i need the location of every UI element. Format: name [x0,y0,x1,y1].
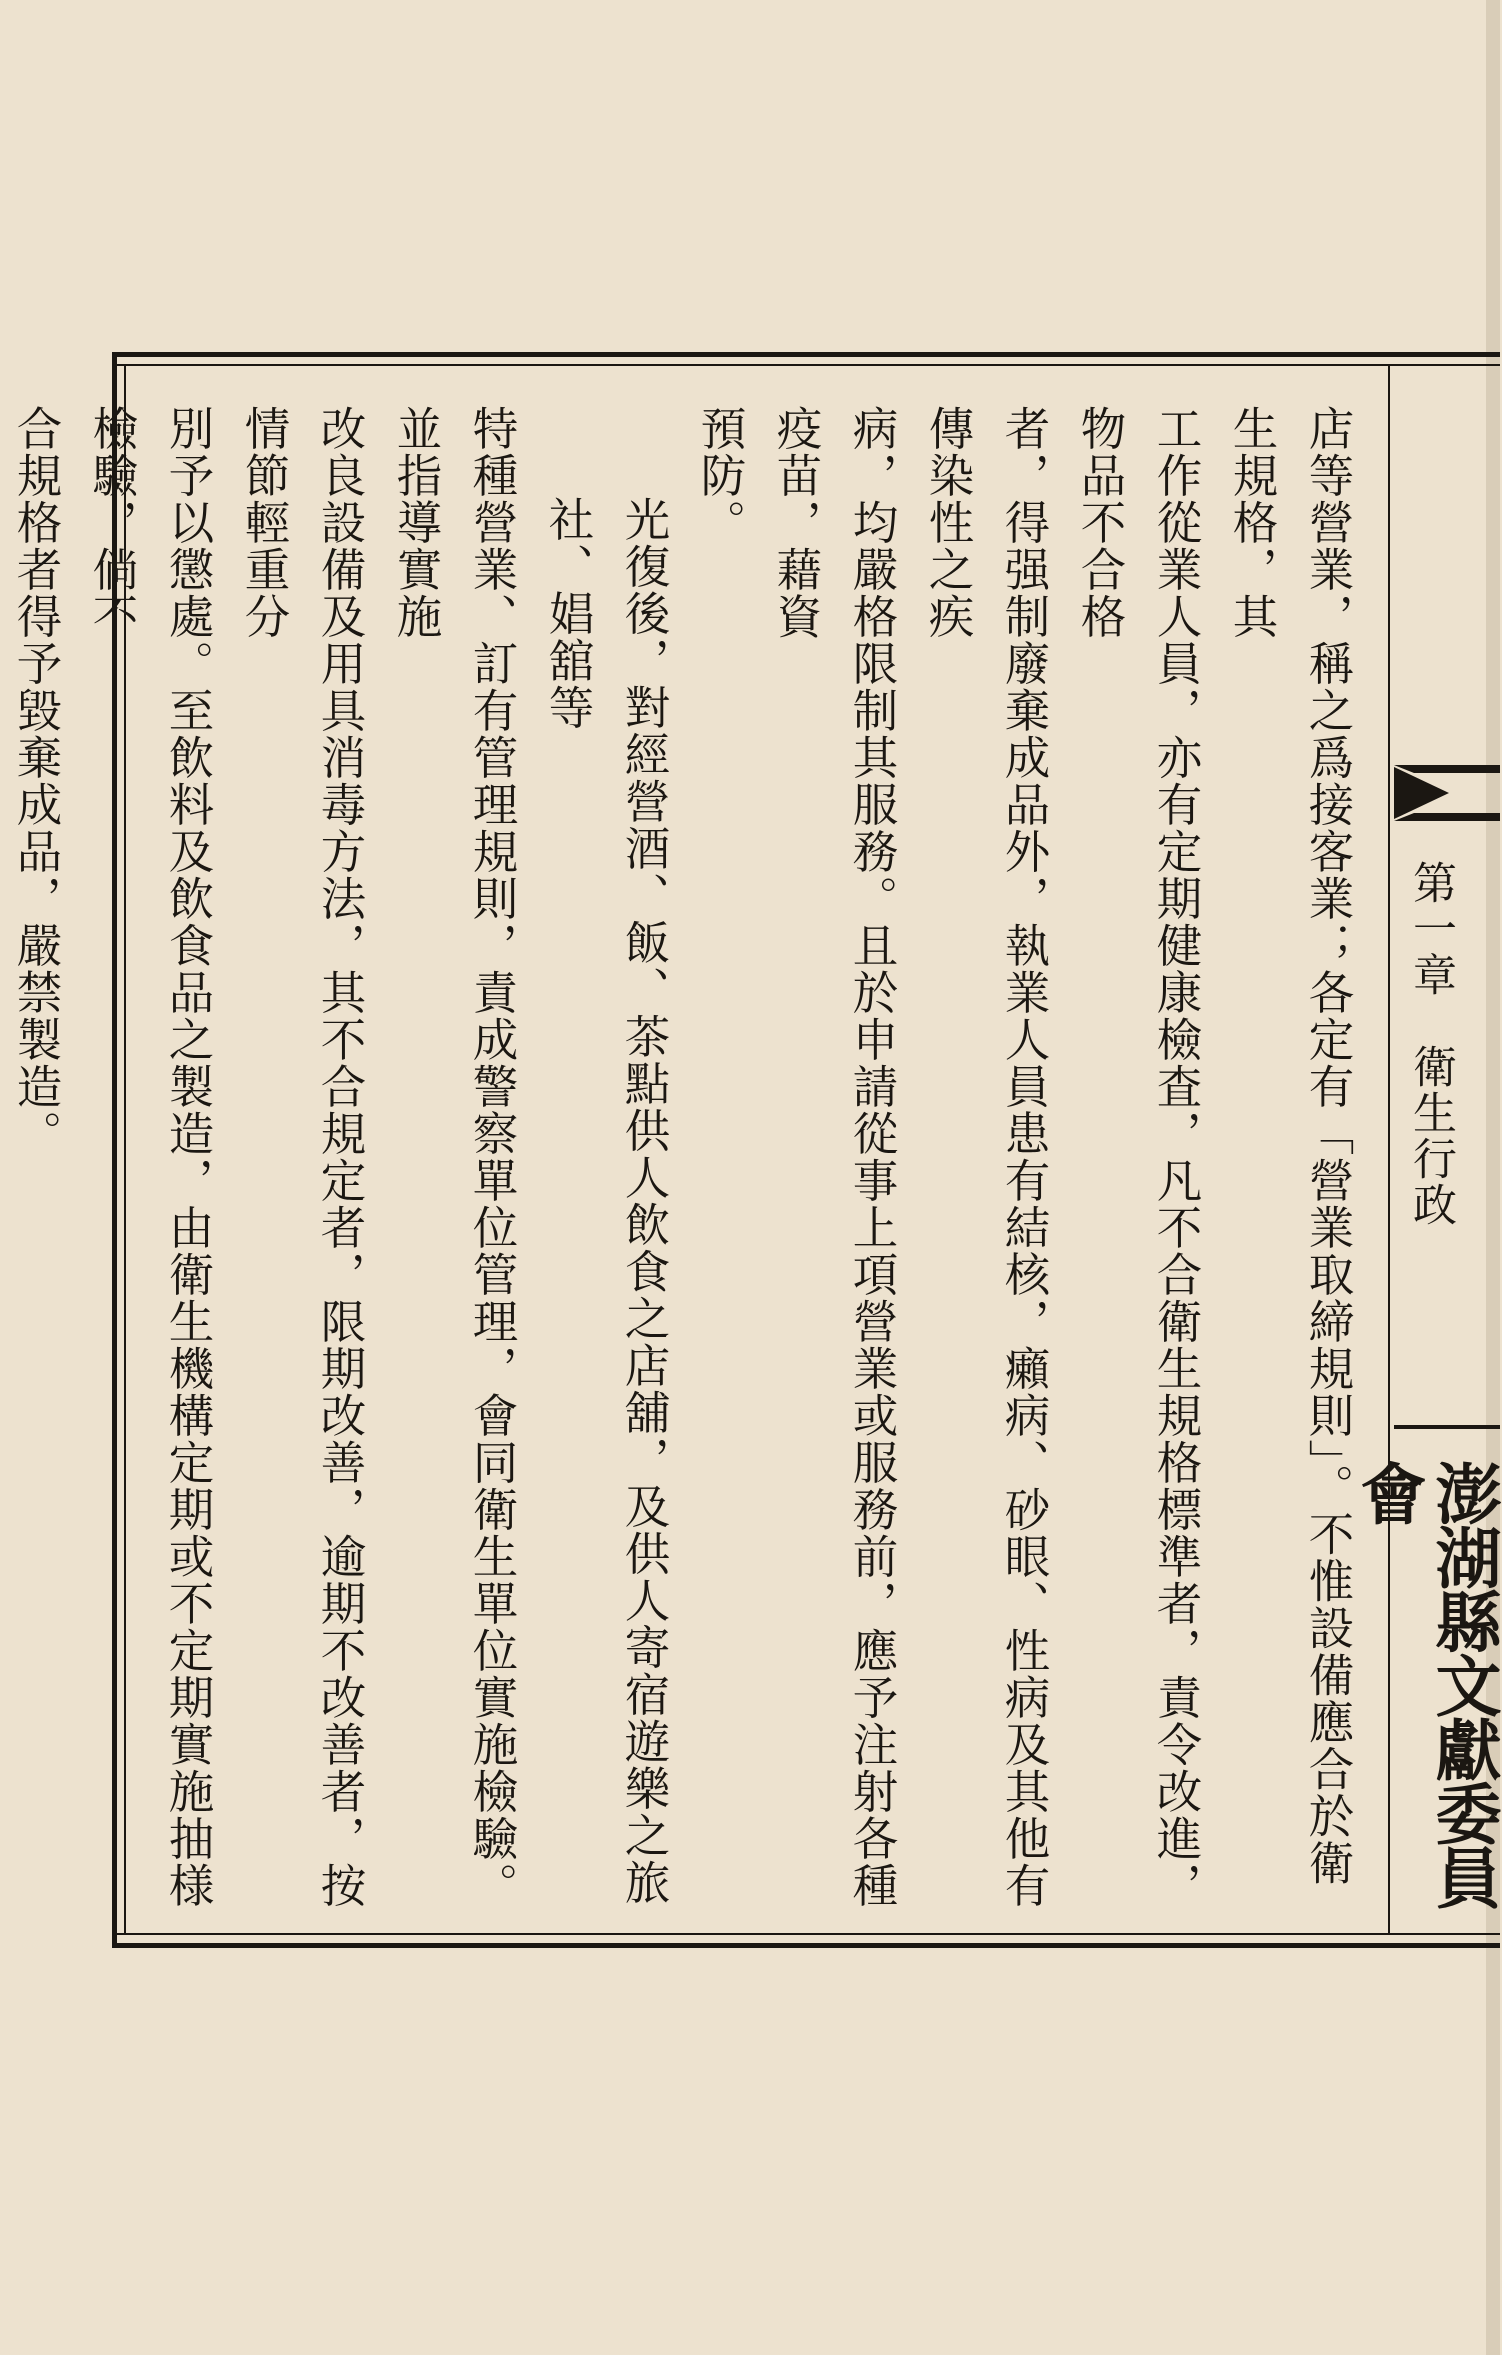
text-line: 預防。 [694,405,747,546]
text-line: 者，得强制廢棄成品外，執業人員患有結核，癩病、砂眼、性病及其他有傳染性之疾 [922,405,1051,1909]
text-line: 特種營業、訂有管理規則，責成警察單位管理，會同衛生單位實施檢驗。並指導實施 [390,405,519,1909]
header-column-rule [1388,366,1390,1933]
body-text [0,405,1366,1925]
text-line: 光復後，對經營酒、飯、茶點供人飲食之店舖，及供人寄宿遊樂之旅社、娼舘等 [542,496,671,1906]
text-line: 別予以懲處。至飲料及飲食品之製造，由衛生機構定期或不定期實施抽様檢驗，倘不 [86,405,215,1909]
publication-title: 澎湖縣文獻委員會 [1349,1460,1502,1908]
text-line: 改良設備及用具消毒方法，其不合規定者，限期改善，逾期不改善者，按情節輕重分 [238,405,367,1909]
text-line: 合規格者得予毀棄成品，嚴禁製造。 [10,405,63,1157]
title-separator [1394,1425,1500,1429]
text-line: 病，均嚴格限制其服務。且於申請從事上項營業或服務前，應予注射各種疫苗，藉資 [770,405,899,1909]
fishtail-mark [1394,765,1500,821]
text-line: 店等營業，稱之爲接客業；各定有「營業取締規則」。不惟設備應合於衛生規格，其 [1226,405,1355,1887]
frame-top-inner-rule [112,364,1500,366]
frame-bottom-rule [112,1943,1500,1948]
text-line: 工作從業人員，亦有定期健康檢査，凡不合衛生規格標準者，責令改進，物品不合格 [1074,405,1203,1909]
chapter-heading: 第一章 衛生行政 [1405,860,1456,1228]
frame-top-rule [112,352,1500,357]
frame-bottom-inner-rule [112,1933,1500,1935]
